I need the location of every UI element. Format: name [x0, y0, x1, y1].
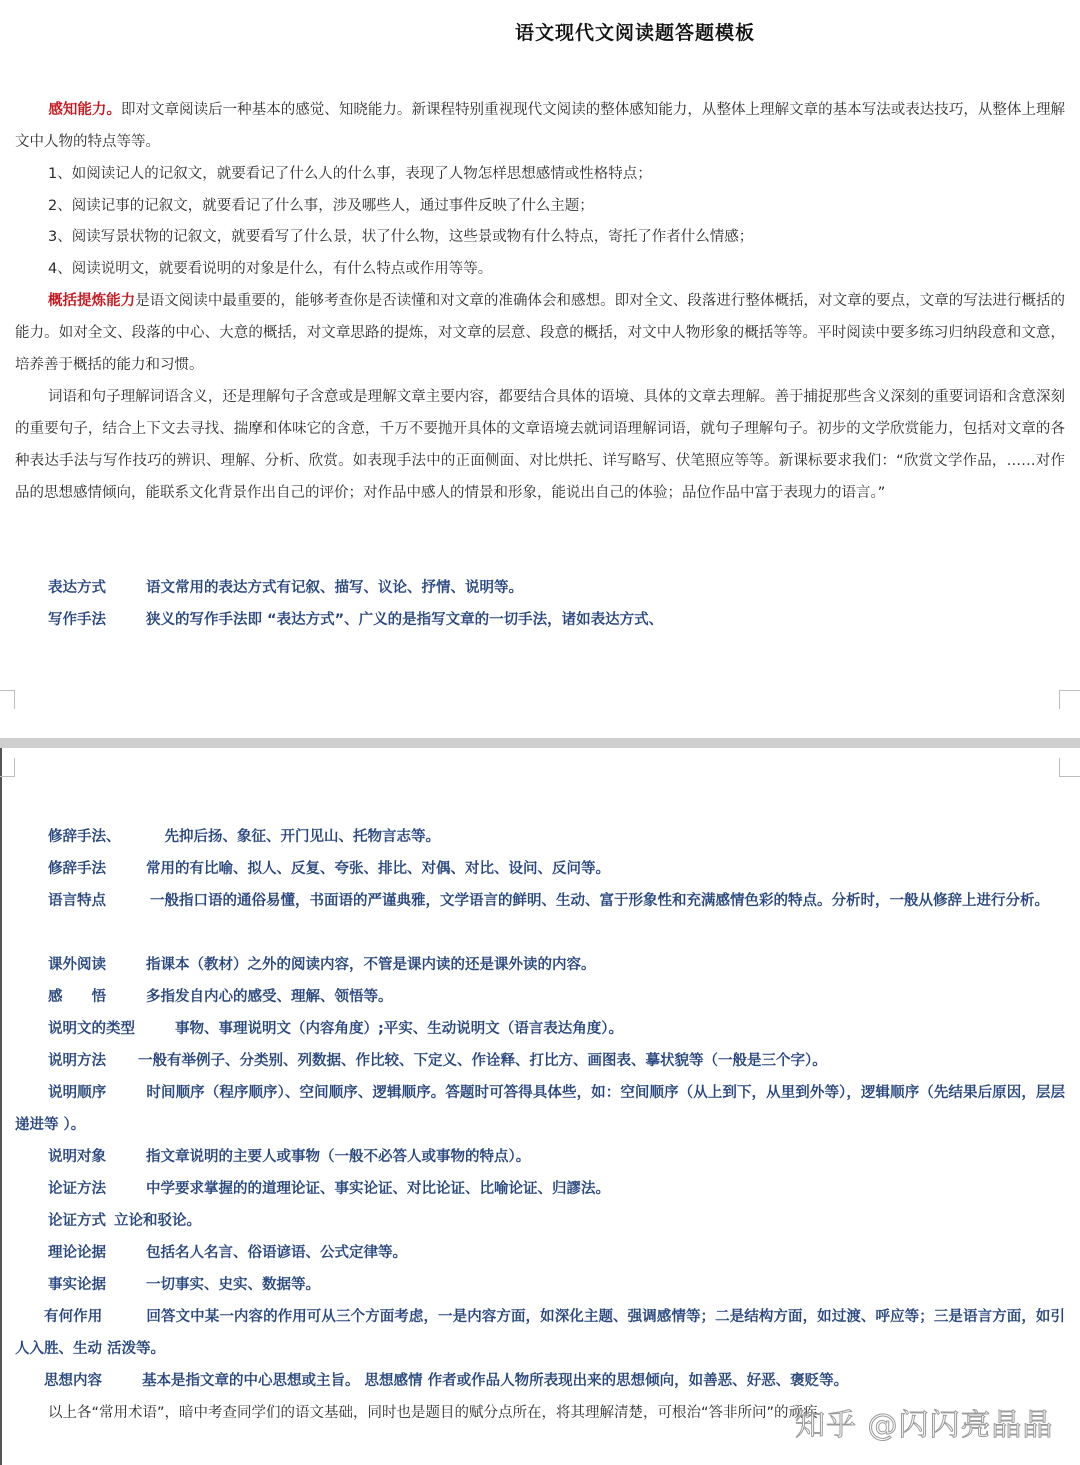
page-corner-mark	[1059, 690, 1080, 709]
term-row	[15, 1237, 1065, 1269]
term-label: 有何作用	[44, 1309, 103, 1325]
closing-note: 以上各“常用术语”，暗中考查同学们的语文基础，同时也是题目的赋分点所在，将其理解清楚，可根治“答非所问”的顽疾	[48, 1405, 818, 1421]
term-row	[15, 1013, 1065, 1045]
term-label: 思想内容	[44, 1373, 102, 1389]
term-definition: 立论和驳论。	[114, 1213, 201, 1229]
perception-paragraph	[15, 94, 1065, 158]
summary-heading: 概括提炼能力	[48, 293, 136, 309]
term-label: 修辞手法	[48, 861, 106, 877]
term-row	[15, 1205, 1065, 1237]
term-label: 论证方法	[48, 1181, 106, 1197]
words-sentences-paragraph: 词语和句子理解词语含义，还是理解句子含意或是理解文章主要内容，都要结合具体的语境、具体的文章去理解。善于捕捉那些含义深刻的重要词语和含意深刻的重要句子，结合上下文去寻找、揣摩和体味它的含意，千万不要抛开具体的文章语境去就词语理解词语，就句子理解句子。初步的文学欣赏能力，包括对文章的各种表达手法与写作技巧的辨识、理解、分析、欣赏。如表现手法中的正面侧面、对比烘托、详写略写、伏笔照应等等。新课标要求我们：“欣赏文学作品，……对作品的思想感情倾向，能联系文化背景作出自己的评价；对作品中感人的情景和形象，能说出自己的体验；品位作品中富于表现力的语言。”	[15, 389, 1065, 501]
term-definition: 指课本（教材）之外的阅读内容，不管是课内读的还是课外读的内容。	[146, 957, 596, 973]
term-label: 说明文的类型	[48, 1021, 135, 1037]
term-row	[15, 821, 1065, 853]
term-label: 修辞手法、	[48, 829, 121, 845]
term-label: 事实论据	[48, 1277, 106, 1293]
page-corner-mark	[0, 758, 15, 777]
reading-point-3: 3、阅读写景状物的记叙文，就要看写了什么景，状了什么物，这些景或物有什么特点，寄托了作者什么情感；	[48, 229, 754, 245]
term-row	[15, 1301, 1065, 1365]
term-definition: 多指发自内心的感受、理解、领悟等。	[146, 989, 393, 1005]
term-label: 表达方式	[48, 580, 106, 596]
term-definition: 语文常用的表达方式有记叙、描写、议论、抒情、说明等。	[146, 580, 523, 596]
reading-point-2: 2、阅读记事的记叙文，就要看记了什么事，涉及哪些人，通过事件反映了什么主题；	[48, 198, 594, 214]
page-break	[0, 738, 1080, 748]
term-label: 课外阅读	[48, 957, 106, 973]
term-label: 说明顺序	[48, 1085, 107, 1101]
page-corner-mark	[1059, 758, 1080, 777]
term-row	[15, 981, 1065, 1013]
term-definition: 常用的有比喻、拟人、反复、夸张、排比、对偶、对比、设问、反问等。	[146, 861, 610, 877]
term-row	[15, 1269, 1065, 1301]
term-definition: 事物、事理说明文（内容角度）;平实、生动说明文（语言表达角度）。	[175, 1021, 624, 1037]
term-definition: 指文章说明的主要人或事物（一般不必答人或事物的特点）。	[146, 1149, 531, 1165]
term-label: 语言特点	[48, 893, 106, 909]
summary-text: 是语文阅读中最重要的，能够考查你是否读懂和对文章的准确体会和感想。即对全文、段落进行整体概括，对文章的要点，文章的写法进行概括的能力。如对全文、段落的中心、大意的概括，对文章思路的提炼，对文章的层意、段意的概括，对文中人物形象的概括等等。平时阅读中要多练习归纳段意和文意，培养善于概括的能力和习惯。	[15, 293, 1066, 373]
term-row	[15, 1141, 1065, 1173]
term-label: 感 悟	[48, 989, 106, 1005]
perception-text: 即对文章阅读后一种基本的感觉、知晓能力。新课程特别重视现代文阅读的整体感知能力，从整体上理解文章的基本写法或表达技巧，从整体上理解文中人物的特点等等。	[15, 102, 1065, 150]
term-row	[15, 949, 1065, 981]
term-row-writing-technique	[15, 604, 1065, 636]
term-row	[15, 1365, 1065, 1397]
term-row	[15, 1045, 1065, 1077]
term-definition: 基本是指文章的中心思想或主旨。 思想感情 作者或作品人物所表现出来的思想倾向，如善恶、好恶、褒贬等。	[142, 1373, 849, 1389]
term-label: 说明对象	[48, 1149, 106, 1165]
term-label: 理论论据	[48, 1245, 106, 1261]
term-row-expression	[15, 572, 1065, 604]
term-definition: 回答文中某一内容的作用可从三个方面考虑，一是内容方面，如深化主题、强调感情等；二是结构方面，如过渡、呼应等；三是语言方面，如引人入胜、生动 活泼等。	[15, 1309, 1065, 1357]
term-definition: 一般有举例子、分类别、列数据、作比较、下定义、作诠释、打比方、画图表、摹状貌等（一般是三个字）。	[138, 1053, 827, 1069]
term-definition: 中学要求掌握的的道理论证、事实论证、对比论证、比喻论证、归謬法。	[146, 1181, 610, 1197]
term-definition: 先抑后扬、象征、开门见山、托物言志等。	[164, 829, 440, 845]
term-definition: 狭义的写作手法即 “表达方式”、广义的是指写文章的一切手法，诸如表达方式、	[146, 612, 664, 628]
page-corner-mark	[0, 690, 15, 709]
reading-point-4: 4、阅读说明文，就要看说明的对象是什么，有什么特点或作用等等。	[48, 261, 493, 277]
term-definition: 时间顺序（程序顺序）、空间顺序、逻辑顺序。答题时可答得具体些，如：空间顺序（从上到下，从里到外等），逻辑顺序（先结果后原因，层层递进等 ）。	[15, 1085, 1065, 1133]
term-definition: 一般指口语的通俗易懂，书面语的严谨典雅，文学语言的鲜明、生动、富于形象性和充满感情色彩的特点。分析时，一般从修辞上进行分析。	[150, 893, 1049, 909]
term-definition: 包括名人名言、俗语谚语、公式定律等。	[146, 1245, 407, 1261]
term-row	[15, 1077, 1065, 1141]
reading-point-1: 1、如阅读记人的记叙文，就要看记了什么人的什么事，表现了人物怎样思想感情或性格特点；	[48, 166, 652, 182]
perception-heading: 感知能力。	[48, 102, 121, 118]
term-row	[15, 1173, 1065, 1205]
summary-paragraph	[15, 285, 1065, 381]
term-label: 说明方法	[48, 1053, 106, 1069]
term-definition: 一切事实、史实、数据等。	[146, 1277, 320, 1293]
zhihu-watermark: 知乎 @闪闪亮晶晶	[795, 1408, 1054, 1443]
term-label: 写作手法	[48, 612, 106, 628]
term-label: 论证方式	[48, 1213, 106, 1229]
term-row	[15, 885, 1065, 917]
term-row	[15, 853, 1065, 885]
document-title: 语文现代文阅读题答题模板	[514, 22, 755, 44]
